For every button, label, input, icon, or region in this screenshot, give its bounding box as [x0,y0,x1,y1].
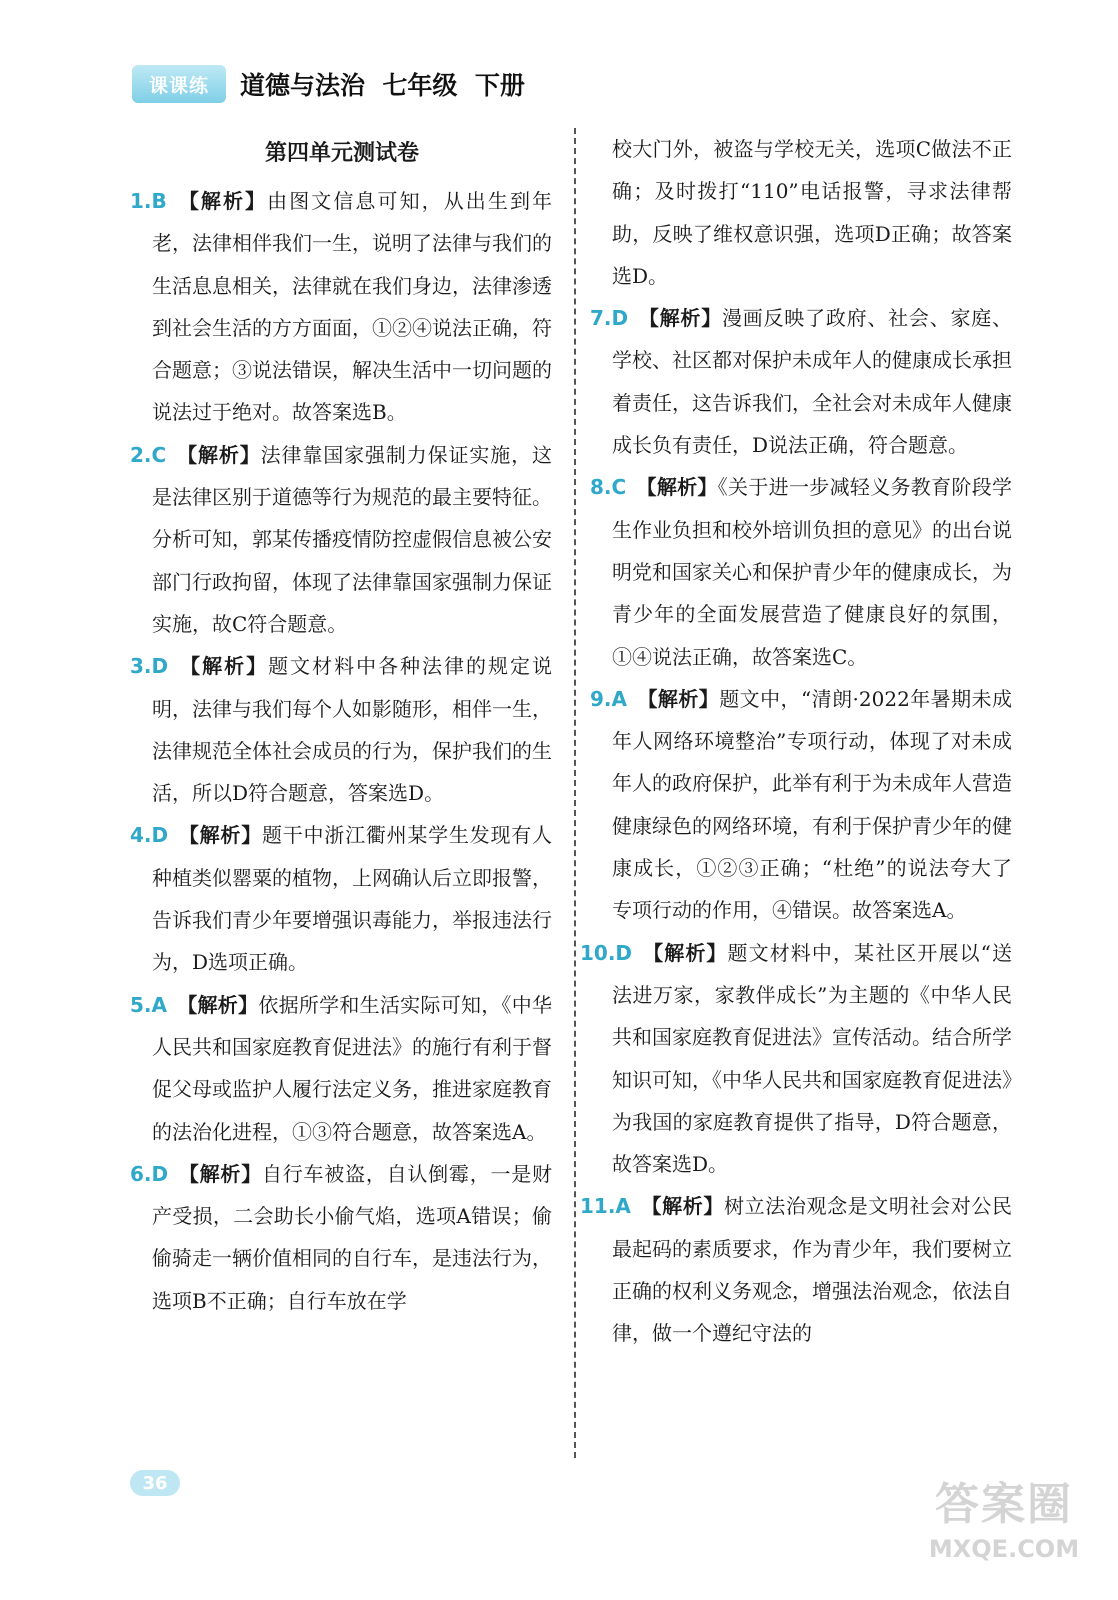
unit-title: 第四单元测试卷 [264,141,419,166]
analysis-tag: 【解析】 [640,1194,724,1219]
answer-item [590,678,1013,932]
answer-text: 题文材料中，某社区开展以“送法进万家，家教伴成长”为主题的《中华人民共和国家庭教育促进法》宣传活动。结合所学知识可知，《中华人民共和国家庭教育促进法》为我国的家庭教育提供了指导，D符合题意，故答案选D。 [612,940,1012,1177]
analysis-tag: 【解析】 [178,1161,262,1186]
answer-number: 4.D [130,823,169,848]
answer-item [580,932,1012,1186]
book-title: 道德与法治 七年级 下册 [240,71,525,100]
series-badge: 课课练 [132,65,226,103]
answer-number: 10.D [580,940,633,965]
answer-text: 依据所学和生活实际可知，《中华人民共和国家庭教育促进法》的施行有利于督促父母或监护人履行法定义务，推进家庭教育的法治化进程，①③符合题意，故答案选A。 [152,992,553,1144]
analysis-tag: 【解析】 [177,992,259,1017]
analysis-tag: 【解析】 [176,442,261,467]
answer-item [130,814,553,983]
answer-item [130,645,553,814]
page-header [132,62,525,106]
answer-item [130,434,553,645]
answer-number: 3.D [130,654,169,679]
answer-item [130,1153,553,1322]
answer-text: 漫画反映了政府、社会、家庭、学校、社区都对保护未成年人的健康成长承担着责任，这告诉我们，全社会对未成年人健康成长负有责任，D说法正确，符合题意。 [612,306,1013,458]
analysis-tag: 【解析】 [178,823,262,848]
answer-number: 7.D [590,306,629,331]
watermark-logo [918,1476,1090,1588]
answer-number: 6.D [130,1161,169,1186]
answer-item [590,297,1013,466]
answer-number: 5.A [130,992,167,1017]
watermark-url: MXQE.COM [928,1535,1080,1563]
right-column [580,128,1013,1355]
analysis-tag: 【解析】 [176,189,268,213]
answer-text: 树立法治观念是文明社会对公民最起码的素质要求，作为青少年，我们要树立正确的权利义务观念，增强法治观念，依法自律，做一个遵纪守法的 [612,1194,1013,1346]
answer-number: 1.B [130,189,167,213]
watermark-text: 答案圈 [935,1479,1073,1530]
answer-number: 2.C [130,442,167,467]
answer-text: 法律靠国家强制力保证实施，这是法律区别于道德等行为规范的最主要特征。分析可知，郭某传播疫情防控虚假信息被公安部门行政拘留，体现了法律靠国家强制力保证实施，故C符合题意。 [152,442,553,636]
answer-item [580,1185,1013,1354]
answer-continuation: 校大门外，被盗与学校无关，选项C做法不正确；及时拨打“110”电话报警，寻求法律帮助，反映了维权意识强，选项D正确；故答案选D。 [612,137,1012,288]
answer-text: 题干中浙江衢州某学生发现有人种植类似罂粟的植物，上网确认后立即报警，告诉我们青少年要增强识毒能力，举报违法行为，D选项正确。 [152,823,553,975]
analysis-tag: 【解析】 [636,475,718,500]
answer-number: 8.C [590,475,627,500]
analysis-tag: 【解析】 [637,686,720,711]
column-divider [574,128,576,1458]
answer-text: 由图文信息可知，从出生到年老，法律相伴我们一生，说明了法律与我们的生活息息相关，法律就在我们身边，法律渗透到社会生活的方方面面，①②④说法正确，符合题意；③说法错误，解决生活中一切问题的说法过于绝对。故答案选B。 [152,189,553,425]
analysis-tag: 【解析】 [178,654,269,679]
answer-text: 《关于进一步减轻义务教育阶段学生作业负担和校外培训负担的意见》的出台说明党和国家关心和保护青少年的健康成长，为青少年的全面发展营造了健康良好的氛围，①④说法正确，故答案选C。 [612,475,1013,669]
answer-number: 11.A [580,1194,631,1219]
analysis-tag: 【解析】 [642,940,728,965]
answer-item [130,180,553,434]
analysis-tag: 【解析】 [638,306,722,331]
answer-item [130,984,553,1153]
answer-text: 题文材料中各种法律的规定说明，法律与我们每个人如影随形，相伴一生，法律规范全体社会成员的行为，保护我们的生活，所以D符合题意，答案选D。 [152,654,553,806]
page-number: 36 [130,1470,180,1496]
answer-number: 9.A [590,686,627,711]
left-column [130,128,553,1322]
answer-text: 自行车被盗，自认倒霉，一是财产受损，二会助长小偷气焰，选项A错误；偷偷骑走一辆价值相同的自行车，是违法行为，选项B不正确；自行车放在学 [152,1161,553,1313]
answer-item [590,466,1013,677]
answer-text: 题文中，“清朗·2022年暑期未成年人网络环境整治”专项行动，体现了对未成年人的政府保护，此举有利于为未成年人营造健康绿色的网络环境，有利于保护青少年的健康成长，①②③正确；“杜绝”的说法夸大了专项行动的作用，④错误。故答案选A。 [612,686,1013,923]
